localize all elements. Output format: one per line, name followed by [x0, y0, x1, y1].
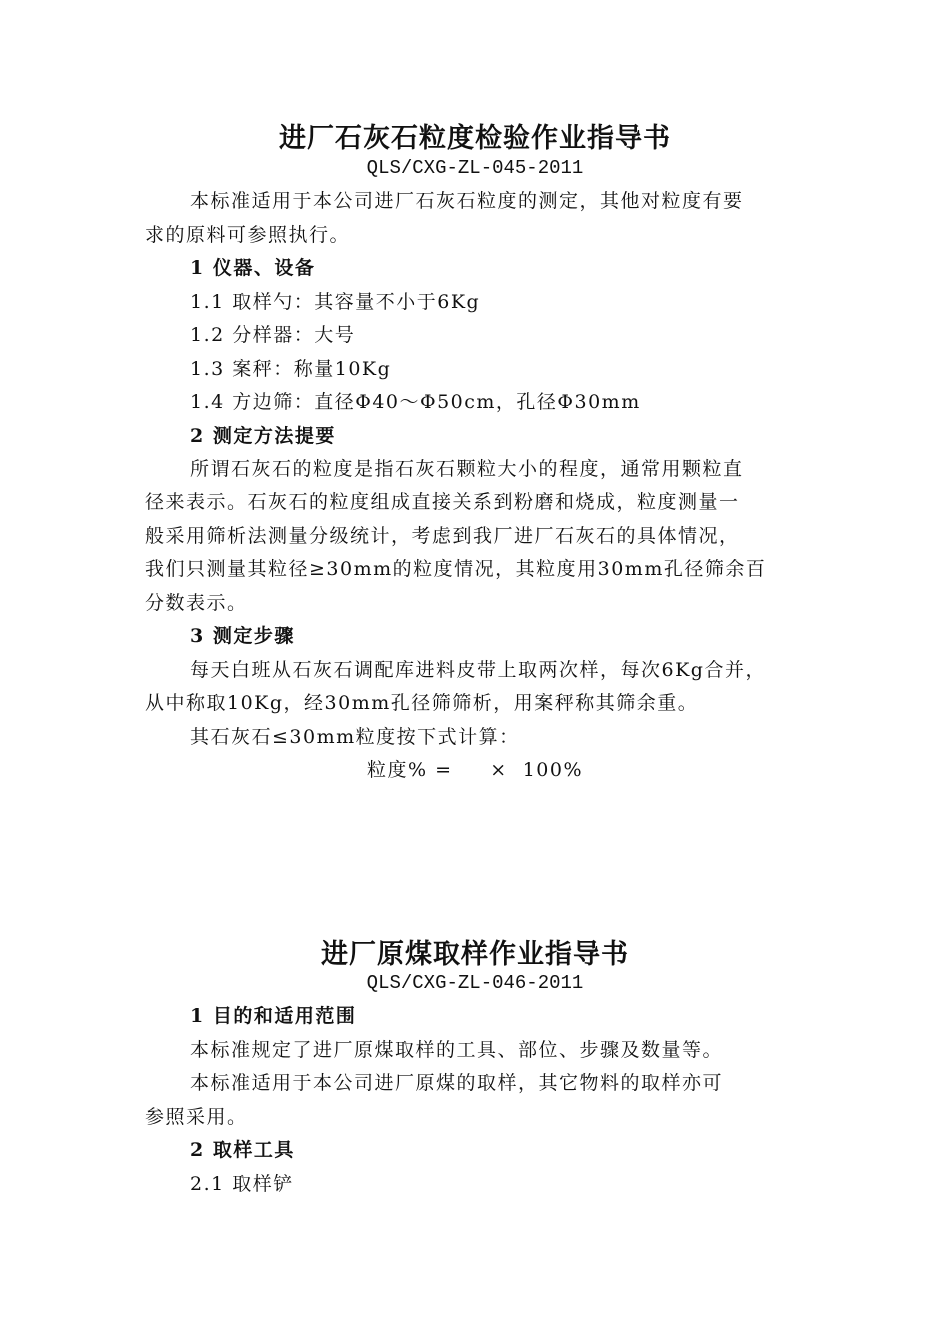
- doc1-title: 进厂石灰石粒度检验作业指导书: [279, 123, 671, 154]
- doc2-para: 本标准适用于本公司进厂原煤的取样，其它物料的取样亦可: [190, 1072, 724, 1094]
- doc2-heading-2: 2 取样工具: [190, 1139, 295, 1161]
- doc2-item-2-1: 2.1 取样铲: [190, 1173, 294, 1195]
- doc1-item-1-3: 1.3 案秤：称量10Kg: [190, 358, 392, 380]
- doc1-para: 般采用筛析法测量分级统计，考虑到我厂进厂石灰石的具体情况，: [145, 525, 740, 547]
- doc1-para: 径来表示。石灰石的粒度组成直接关系到粉磨和烧成，粒度测量一: [145, 491, 740, 513]
- doc2-title: 进厂原煤取样作业指导书: [321, 939, 629, 970]
- doc1-item-1-4: 1.4 方边筛：直径Φ40～Φ50cm，孔径Φ30mm: [190, 391, 641, 413]
- doc2-para: 本标准规定了进厂原煤取样的工具、部位、步骤及数量等。: [190, 1039, 724, 1061]
- doc1-para: 每天白班从石灰石调配库进料皮带上取两次样，每次6Kg合并，: [190, 659, 766, 681]
- doc2-code: QLS/CXG-ZL-046-2011: [366, 972, 584, 994]
- doc1-heading-2: 2 测定方法提要: [190, 425, 336, 447]
- doc1-heading-1: 1 仪器、设备: [190, 257, 316, 279]
- doc1-para: 求的原料可参照执行。: [145, 224, 351, 246]
- doc1-item-1-1: 1.1 取样勺：其容量不小于6Kg: [190, 291, 481, 313]
- doc1-para: 所谓石灰石的粒度是指石灰石颗粒大小的程度，通常用颗粒直: [190, 458, 744, 480]
- doc1-formula: 粒度% = × 100%: [366, 759, 584, 781]
- doc1-code: QLS/CXG-ZL-045-2011: [366, 157, 584, 179]
- doc1-para: 分数表示。: [145, 592, 248, 614]
- doc1-para: 从中称取10Kg，经30mm孔径筛筛析，用案秤称其筛余重。: [145, 692, 699, 714]
- doc1-item-1-2: 1.2 分样器：大号: [190, 324, 356, 346]
- doc1-para: 其石灰石≤30mm粒度按下式计算：: [190, 726, 520, 748]
- doc1-heading-3: 3 测定步骤: [190, 625, 295, 647]
- doc1-para: 本标准适用于本公司进厂石灰石粒度的测定，其他对粒度有要: [190, 190, 744, 212]
- doc1-para: 我们只测量其粒径≥30mm的粒度情况，其粒度用30mm孔径筛余百: [145, 558, 767, 580]
- doc2-heading-1: 1 目的和适用范围: [190, 1005, 357, 1027]
- doc2-para: 参照采用。: [145, 1106, 248, 1128]
